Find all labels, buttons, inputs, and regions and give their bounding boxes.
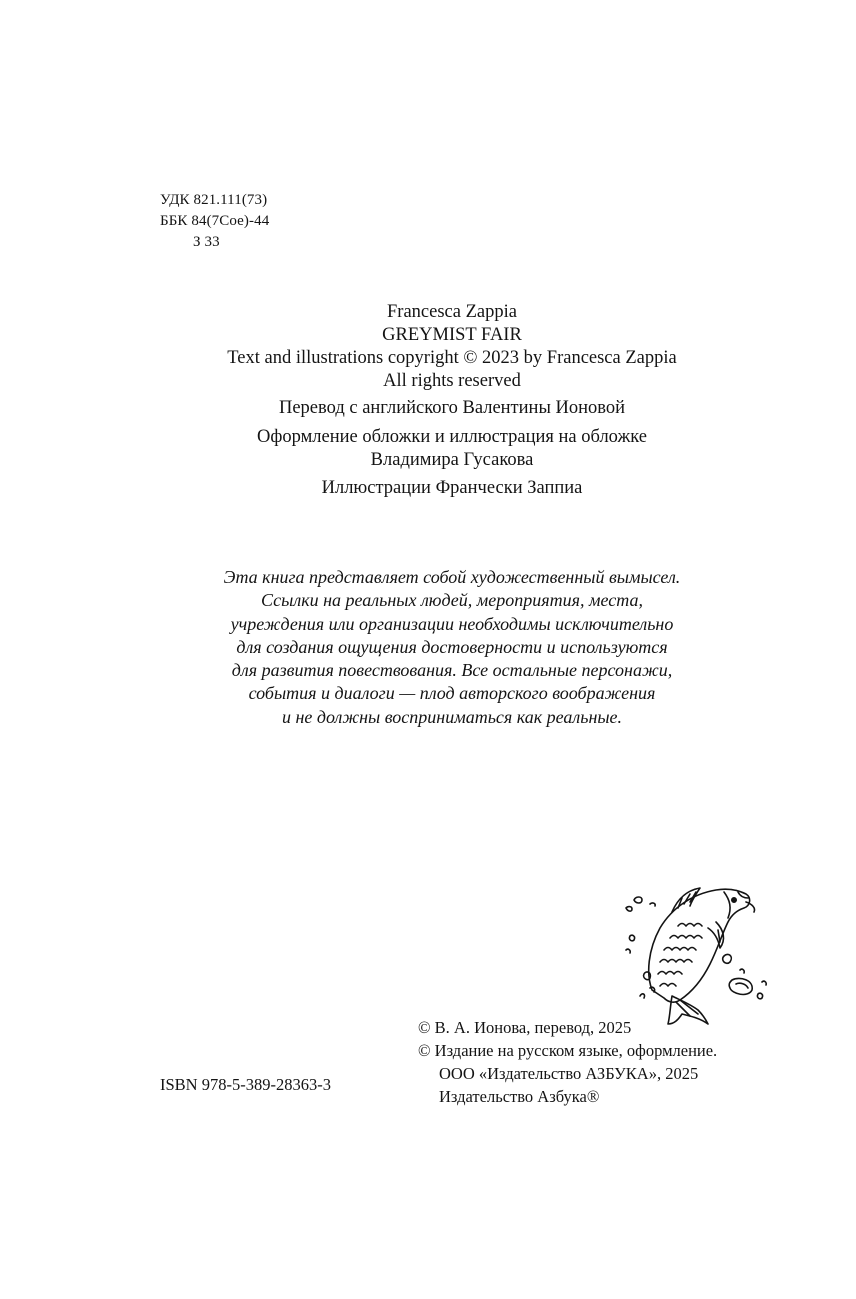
disclaimer-line: Ссылки на реальных людей, мероприятия, места, — [261, 590, 643, 611]
disclaimer-line: для развития повествования. Все остальные персонажи, — [231, 660, 673, 681]
cover-design-line-2: Владимира Гусакова — [370, 450, 534, 470]
translation-credit — [120, 397, 784, 420]
disclaimer-line: и не должны восприниматься как реальные. — [281, 706, 623, 727]
cover-design-line-1: Оформление обложки и иллюстрация на обложке — [257, 427, 647, 447]
edition-copyright-line-2: ООО «Издательство АЗБУКА», 2025 — [439, 1064, 699, 1083]
cover-design-credit — [120, 426, 784, 472]
disclaimer-line: Эта книга представляет собой художественный вымысел. — [223, 567, 681, 587]
original-author: Francesca Zappia — [387, 302, 517, 322]
disclaimer-line: учреждения или организации необходимы исключительно — [230, 613, 674, 634]
fiction-disclaimer — [120, 566, 784, 729]
original-title: GREYMIST FAIR — [382, 325, 522, 345]
copyright-notices — [418, 1016, 717, 1108]
author-mark: З 33 — [193, 234, 220, 250]
illustrations-credit — [120, 477, 784, 500]
original-edition-block — [120, 301, 784, 393]
disclaimer-line: события и диалоги — плод авторского воображения — [248, 683, 656, 704]
translation-copyright: © В. А. Ионова, перевод, 2025 — [418, 1018, 632, 1037]
illustrator-line: Иллюстрации Франчески Заппиа — [321, 478, 583, 498]
edition-copyright-line-3: Издательство Азбука® — [439, 1087, 600, 1106]
original-copyright: Text and illustrations copyright © 2023 by Francesca Zappia — [227, 348, 677, 368]
isbn-number: ISBN 978-5-389-28363-3 — [160, 1075, 331, 1094]
edition-copyright-line-1: © Издание на русском языке, оформление. — [418, 1041, 718, 1060]
rights-reserved: All rights reserved — [383, 371, 521, 391]
udk-code: УДК 821.111(73) — [160, 192, 268, 208]
disclaimer-line: для создания ощущения достоверности и используются — [236, 636, 668, 657]
leaping-fish-icon — [620, 878, 772, 1026]
classification-codes — [160, 190, 269, 253]
translator-line: Перевод с английского Валентины Ионовой — [278, 398, 626, 418]
bbk-code: ББК 84(7Сое)-44 — [160, 213, 270, 229]
